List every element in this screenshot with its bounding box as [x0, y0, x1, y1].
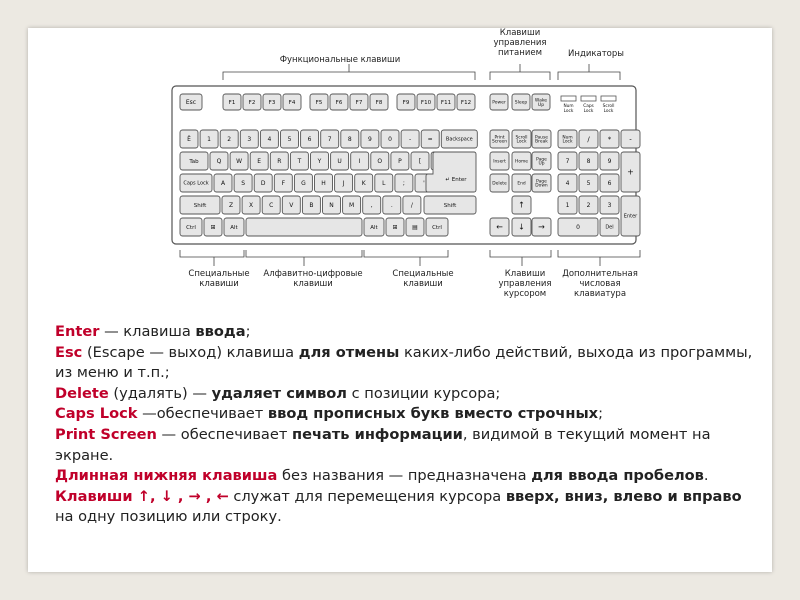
svg-text:Del: Del	[605, 224, 614, 231]
svg-text:S: S	[241, 180, 246, 187]
svg-text:D: D	[260, 180, 266, 187]
svg-text:Alt: Alt	[230, 224, 238, 231]
svg-text:-: -	[629, 135, 632, 144]
svg-text:Alt: Alt	[370, 224, 378, 231]
svg-text:M: M	[349, 202, 355, 209]
svg-text:Esc: Esc	[185, 99, 197, 106]
svg-text:H: H	[321, 180, 326, 187]
svg-text:;: ;	[402, 180, 405, 187]
svg-text:↓: ↓	[518, 222, 525, 232]
spacebar-description: Длинная нижняя клавиша без названия — предназначена для ввода пробелов.	[55, 467, 709, 485]
svg-text:Lock: Lock	[562, 139, 573, 145]
svg-text:Tab: Tab	[189, 158, 199, 165]
label-power-keys: Клавиши управления питанием	[493, 28, 547, 58]
svg-text:Power: Power	[492, 100, 506, 106]
svg-text:F11: F11	[440, 99, 452, 106]
svg-text:F1: F1	[228, 99, 236, 106]
svg-text:Lock: Lock	[563, 109, 574, 114]
svg-text:O: O	[377, 158, 383, 165]
svg-text:K: K	[361, 180, 366, 187]
svg-text:F10: F10	[420, 99, 432, 106]
svg-text:A: A	[220, 180, 226, 187]
svg-text:T: T	[297, 158, 302, 165]
svg-text:4: 4	[565, 180, 570, 187]
svg-text:Y: Y	[317, 158, 322, 165]
svg-text:Insert: Insert	[493, 159, 506, 165]
svg-text:I: I	[358, 158, 361, 165]
svg-text:0: 0	[576, 224, 580, 231]
svg-text:N: N	[329, 202, 334, 209]
bracket-numpad	[558, 250, 640, 257]
svg-text:C: C	[269, 202, 274, 209]
svg-text:[: [	[418, 158, 422, 165]
arrows-description: Клавиши ↑, ↓ , → , ← служат для перемещения курсора вверх, вниз, влево и вправо на одну позицию или строку.	[55, 487, 742, 526]
svg-text:Lock: Lock	[516, 139, 527, 145]
svg-text:Num: Num	[562, 135, 573, 141]
bracket-function	[223, 72, 475, 80]
indicator-light-2	[601, 96, 616, 101]
indicator-light-0	[561, 96, 576, 101]
svg-text:Up: Up	[538, 161, 545, 167]
svg-text:Page: Page	[536, 179, 547, 185]
svg-text:3: 3	[607, 202, 612, 209]
svg-text:Shift: Shift	[443, 202, 457, 209]
svg-text:⊞: ⊞	[210, 224, 216, 231]
capslock-description: Caps Lock —обеспечивает ввод прописных букв вместо строчных;	[55, 405, 603, 423]
key-enter	[426, 152, 476, 192]
svg-text:,: ,	[370, 202, 373, 209]
svg-text:Backspace: Backspace	[445, 136, 473, 143]
svg-text:Ctrl: Ctrl	[186, 224, 196, 231]
svg-text:↑: ↑	[518, 200, 525, 210]
svg-text:Scroll: Scroll	[602, 104, 615, 109]
svg-text:0: 0	[388, 136, 392, 143]
svg-text:Up: Up	[537, 102, 545, 108]
svg-text:F5: F5	[315, 99, 323, 106]
svg-text:.: .	[390, 202, 393, 209]
bracket-power	[490, 72, 550, 80]
enter-description: Enter — клавиша ввода;	[55, 323, 251, 340]
bracket-special-left	[180, 250, 244, 257]
svg-text:Scroll: Scroll	[515, 135, 528, 141]
svg-text:▤: ▤	[412, 224, 418, 231]
svg-text:↵ Enter: ↵ Enter	[445, 177, 467, 183]
printscreen-description: Print Screen — обеспечивает печать информации, видимой в текущий момент на экране.	[55, 425, 711, 464]
svg-text:Print: Print	[494, 135, 505, 141]
svg-text:F12: F12	[460, 99, 472, 106]
svg-text:5: 5	[287, 136, 292, 143]
svg-text:Ё: Ё	[187, 136, 191, 143]
svg-text:V: V	[289, 202, 294, 209]
svg-text:F9: F9	[402, 99, 410, 106]
svg-text:7: 7	[327, 136, 332, 143]
indicator-light-1	[581, 96, 596, 101]
svg-text:X: X	[249, 202, 254, 209]
svg-text:Lock: Lock	[583, 109, 594, 114]
svg-text:F: F	[281, 180, 286, 187]
label-special-keys-right: Специальные клавиши	[392, 269, 454, 289]
svg-text:Caps: Caps	[583, 104, 594, 109]
svg-text:Enter: Enter	[623, 213, 638, 220]
delete-description: Delete (удалять) — удаляет символ с позиции курсора;	[55, 384, 501, 402]
svg-text:Q: Q	[216, 158, 222, 165]
svg-text:F7: F7	[355, 99, 363, 106]
bracket-cursor	[490, 250, 551, 257]
svg-text:/: /	[587, 135, 590, 144]
svg-text:Delete: Delete	[492, 181, 507, 187]
svg-text:Page: Page	[536, 157, 547, 163]
svg-text:F4: F4	[288, 99, 296, 106]
svg-text:F6: F6	[335, 99, 343, 106]
svg-text:*: *	[607, 135, 612, 144]
svg-text:J: J	[342, 180, 345, 187]
svg-text:Sleep: Sleep	[514, 100, 528, 106]
svg-text:7: 7	[565, 158, 570, 165]
svg-text:→: →	[538, 222, 545, 232]
svg-text:4: 4	[267, 136, 272, 143]
label-cursor-keys: Клавиши управления курсором	[498, 269, 552, 299]
svg-text:B: B	[309, 202, 314, 209]
svg-text:1: 1	[565, 202, 570, 209]
label-indicators: Индикаторы	[568, 49, 624, 59]
svg-text:End: End	[517, 181, 526, 187]
svg-text:F8: F8	[375, 99, 383, 106]
svg-text:9: 9	[367, 136, 372, 143]
svg-text:Lock: Lock	[603, 109, 614, 114]
svg-text:Break: Break	[535, 139, 548, 145]
svg-text:8: 8	[586, 158, 591, 165]
svg-text:E: E	[257, 158, 262, 165]
svg-text:Wake: Wake	[534, 98, 548, 104]
svg-text:R: R	[277, 158, 282, 165]
label-numpad: Дополнительная числовая клавиатура	[562, 269, 638, 299]
svg-text:-: -	[409, 136, 412, 143]
svg-text:3: 3	[247, 136, 252, 143]
svg-text:Z: Z	[228, 202, 234, 209]
esc-description: Esc (Escape — выход) клавиша для отмены каких-либо действий, выхода из программы, из меню и т.п.;	[55, 343, 753, 382]
svg-text:9: 9	[607, 158, 612, 165]
svg-text:1: 1	[207, 136, 212, 143]
svg-text:F3: F3	[268, 99, 276, 106]
svg-text:Caps Lock: Caps Lock	[183, 180, 209, 187]
svg-text:2: 2	[227, 136, 232, 143]
svg-text:Down: Down	[535, 183, 548, 189]
bracket-special-right	[364, 250, 448, 257]
svg-text:Ctrl: Ctrl	[432, 224, 442, 231]
svg-text:2: 2	[586, 202, 591, 209]
svg-text:': '	[423, 180, 425, 187]
svg-text:Num: Num	[563, 104, 574, 109]
svg-text:U: U	[337, 158, 342, 165]
svg-text:Home: Home	[515, 159, 528, 165]
svg-text:Pause: Pause	[535, 135, 548, 141]
label-alphanumeric-keys: Алфавитно-цифровые клавиши	[263, 269, 363, 289]
svg-text:Screen: Screen	[491, 139, 508, 145]
svg-text:W: W	[236, 158, 243, 165]
description-text	[55, 322, 755, 528]
svg-text:/: /	[410, 202, 413, 209]
svg-text:6: 6	[307, 136, 312, 143]
svg-text:F2: F2	[248, 99, 256, 106]
key-spacebar	[246, 218, 362, 236]
svg-text:=: =	[427, 136, 433, 143]
svg-text:P: P	[398, 158, 402, 165]
svg-text:5: 5	[586, 180, 591, 187]
svg-text:8: 8	[347, 136, 352, 143]
slide	[28, 28, 772, 572]
label-special-keys-left: Специальные клавиши	[188, 269, 250, 289]
svg-text:+: +	[627, 167, 634, 177]
label-function-keys: Функциональные клавиши	[279, 55, 401, 65]
svg-text:←: ←	[496, 222, 503, 232]
bracket-alphanumeric	[246, 250, 362, 257]
svg-text:L: L	[382, 180, 386, 187]
svg-text:⊞: ⊞	[392, 224, 398, 231]
svg-text:G: G	[301, 180, 306, 187]
bracket-indicators	[558, 72, 620, 80]
svg-text:6: 6	[607, 180, 612, 187]
svg-text:Shift: Shift	[193, 202, 207, 209]
